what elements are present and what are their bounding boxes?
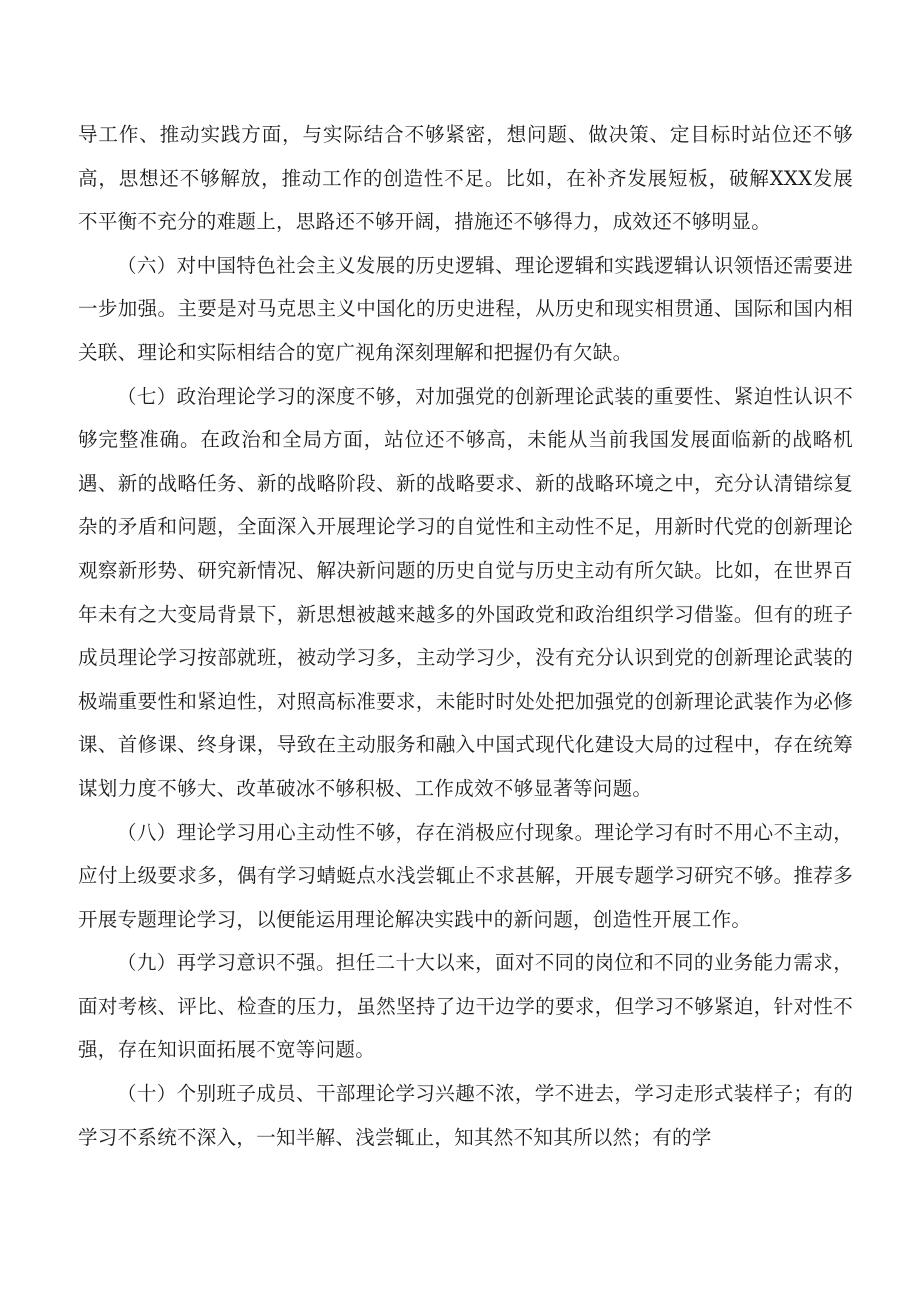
document-body bbox=[78, 113, 853, 1159]
paragraph-item-6: （六）对中国特色社会主义发展的历史逻辑、理论逻辑和实践逻辑认识领悟还需要进一步加强。主要是对马克思主义中国化的历史进程，从历史和现实相贯通、国际和国内相关联、理论和实际相结合的宽广视角深刻理解和把握仍有欠缺。 bbox=[78, 253, 853, 364]
paragraph-item-7: （七）政治理论学习的深度不够，对加强党的创新理论武装的重要性、紧迫性认识不够完整准确。在政治和全局方面，站位还不够高，未能从当前我国发展面临新的战略机遇、新的战略任务、新的战略阶段、新的战略要求、新的战略环境之中，充分认清错综复杂的矛盾和问题，全面深入开展理论学习的自觉性和主动性不足，用新时代党的创新理论观察新形势、研究新情况、解决新问题的历史自觉与历史主动有所欠缺。比如，在世界百年未有之大变局背景下，新思想被越来越多的外国政党和政治组织学习借鉴。但有的班子成员理论学习按部就班，被动学习多，主动学习少，没有充分认识到党的创新理论武装的极端重要性和紧迫性，对照高标准要求，未能时时处处把加强党的创新理论武装作为必修课、首修课、终身课，导致在主动服务和融入中国式现代化建设大局的过程中，存在统筹谋划力度不够大、改革破冰不够积极、工作成效不够显著等问题。 bbox=[78, 384, 853, 800]
paragraph-item-9: （九）再学习意识不强。担任二十大以来，面对不同的岗位和不同的业务能力需求，面对考核、评比、检查的压力，虽然坚持了边干边学的要求，但学习不够紧迫，针对性不强，存在知识面拓展不宽等问题。 bbox=[78, 951, 853, 1062]
paragraph-item-8: （八）理论学习用心主动性不够，存在消极应付现象。理论学习有时不用心不主动，应付上级要求多，偶有学习蜻蜓点水浅尝辄止不求甚解，开展专题学习研究不够。推荐多开展专题理论学习，以便能运用理论解决实践中的新问题，创造性开展工作。 bbox=[78, 820, 853, 931]
paragraph-continued: 导工作、推动实践方面，与实际结合不够紧密，想问题、做决策、定目标时站位还不够高，思想还不够解放，推动工作的创造性不足。比如，在补齐发展短板，破解XXX发展不平衡不充分的难题上，思路还不够开阔，措施还不够得力，成效还不够明显。 bbox=[78, 123, 853, 234]
paragraph-item-10: （十）个别班子成员、干部理论学习兴趣不浓，学不进去，学习走形式装样子；有的学习不系统不深入，一知半解、浅尝辄止，知其然不知其所以然；有的学 bbox=[78, 1082, 853, 1149]
